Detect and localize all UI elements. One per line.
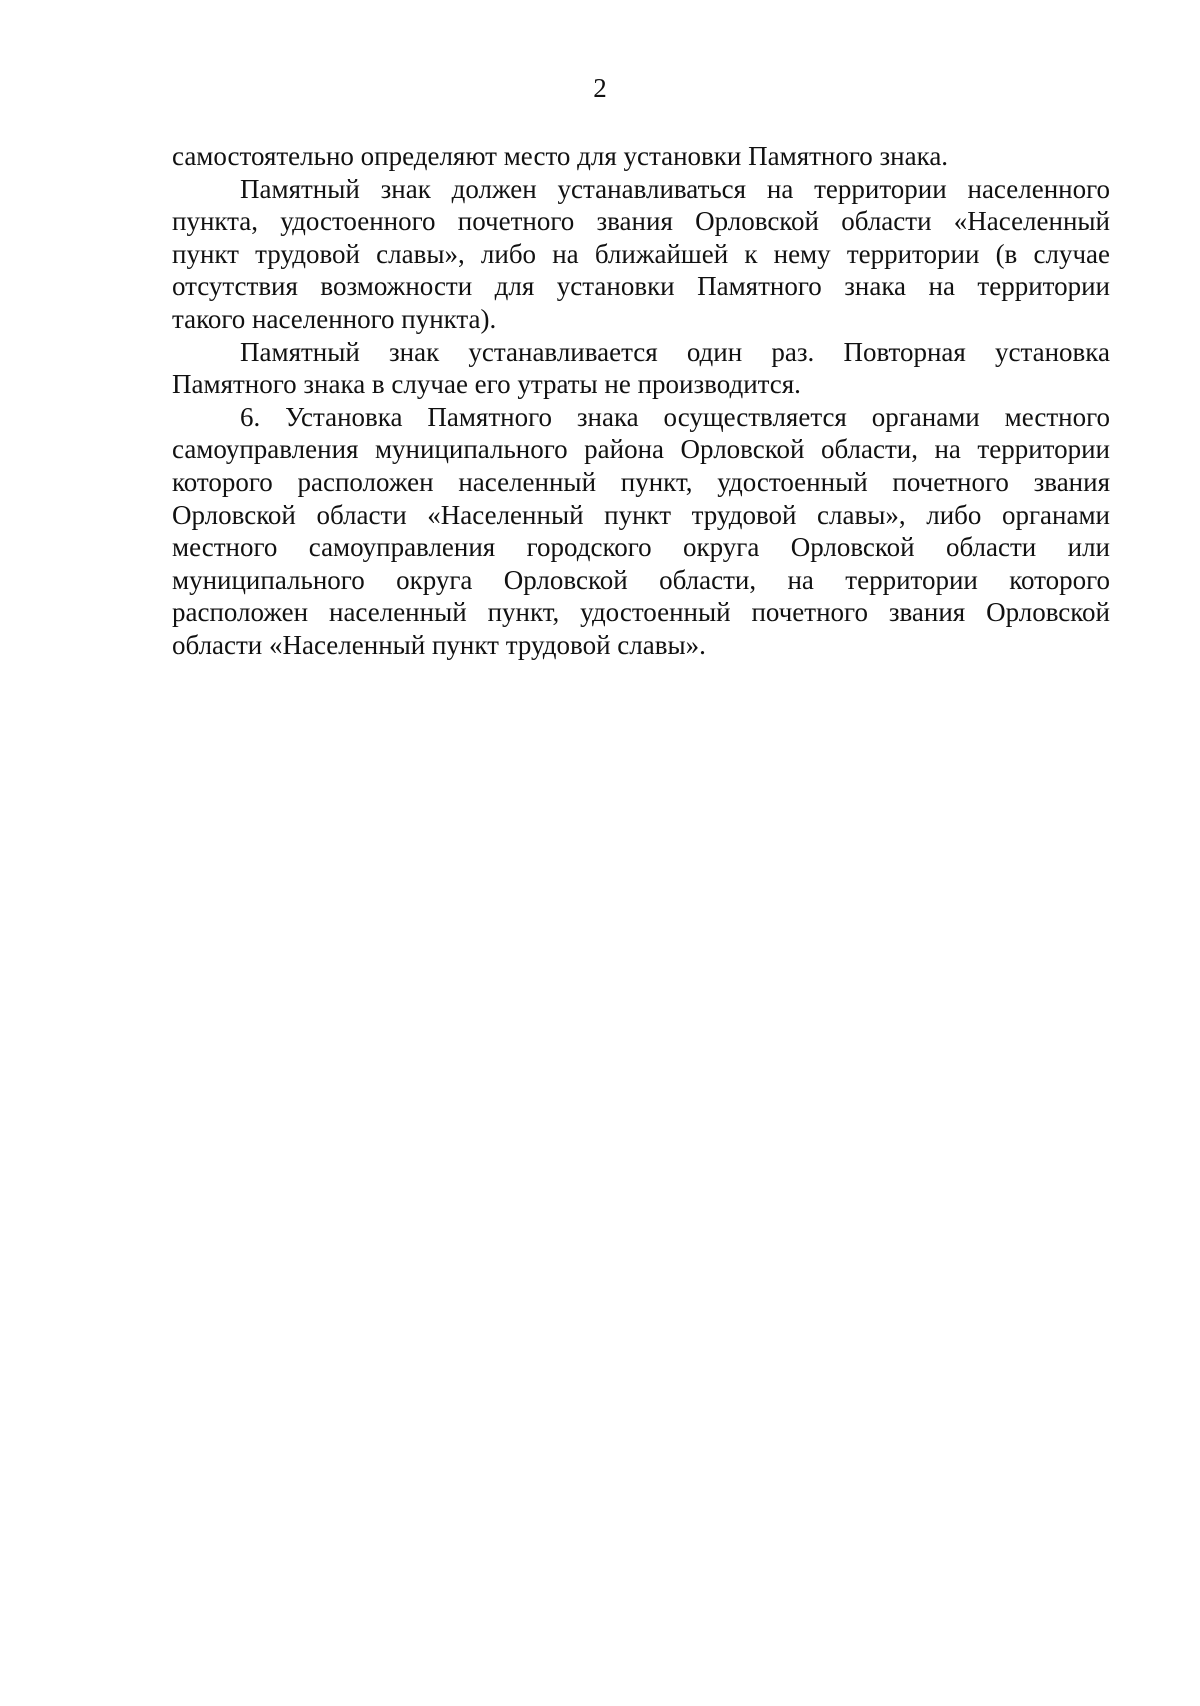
text-line: Памятный знак должен устанавливаться на территории населенного	[240, 173, 1110, 204]
text-line: 6. Установка Памятного знака осуществляется органами местного	[240, 401, 1110, 432]
document-body	[172, 140, 1110, 662]
text-line: Орловской области «Населенный пункт трудовой славы», либо органами	[172, 499, 1110, 530]
text-line: муниципального округа Орловской области, на территории которого	[172, 564, 1110, 595]
paragraph-4	[172, 401, 1110, 662]
text-line: Памятный знак устанавливается один раз. Повторная установка	[240, 336, 1110, 367]
text-line: которого расположен населенный пункт, удостоенный почетного звания	[172, 466, 1110, 497]
text-line: пункта, удостоенного почетного звания Орловской области «Населенный	[172, 206, 1110, 237]
text-line: области «Населенный пункт трудовой славы».	[172, 629, 706, 660]
text-line: самоуправления муниципального района Орловской области, на территории	[172, 434, 1110, 465]
text-line: пункт трудовой славы», либо на ближайшей к нему территории (в случае	[172, 238, 1110, 269]
text-line: Памятного знака в случае его утраты не производится.	[172, 369, 801, 400]
text-line: местного самоуправления городского округа Орловской области или	[172, 532, 1110, 563]
text-line: такого населенного пункта).	[172, 303, 497, 334]
paragraph-3	[172, 336, 1110, 401]
paragraph-1	[172, 140, 1110, 173]
text-line: отсутствия возможности для установки Памятного знака на территории	[172, 271, 1110, 302]
page-number: 2	[593, 73, 607, 103]
text-line: расположен населенный пункт, удостоенный почетного звания Орловской	[172, 597, 1110, 628]
text-line: самостоятельно определяют место для установки Памятного знака.	[172, 141, 949, 171]
paragraph-2	[172, 173, 1110, 336]
